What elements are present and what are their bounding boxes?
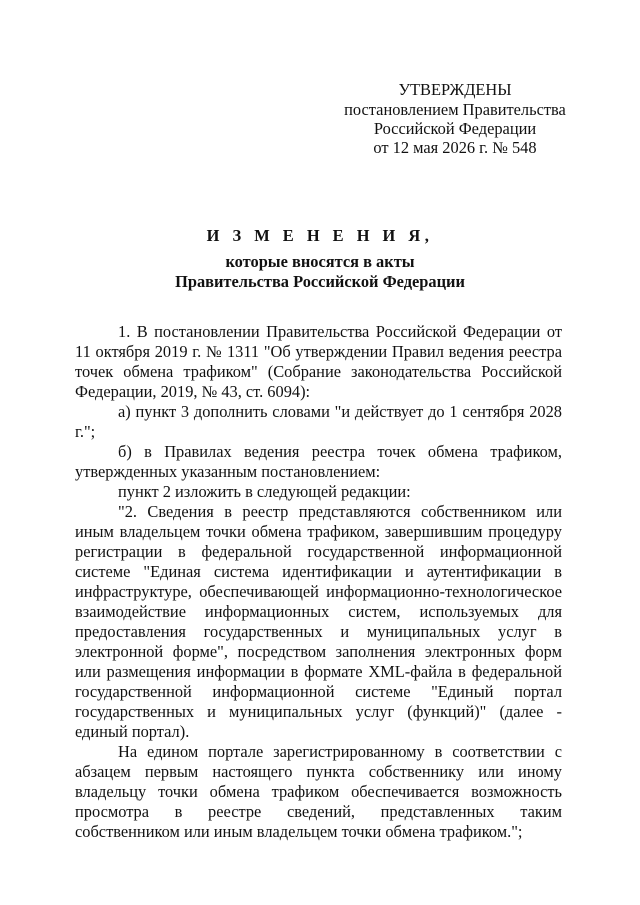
paragraph-1: 1. В постановлении Правительства Российской Федерации от 11 октября 2019 г. № 1311 "Об утверждении Правил ведения реестра точек обмена трафиком" (Собрание законодательства Российской Федерации, 2019, № 43, ст. 6094): xyxy=(75,322,562,401)
paragraph-6: На едином портале зарегистрированному в соответствии с абзацем первым настоящего пункта собственнику или иному владельцу точки обмена трафиком обеспечивается возможность просмотра в реестре сведений, представленных таким собственником или иным владельцем точки обмена трафиком."; xyxy=(75,742,562,841)
document-body xyxy=(75,322,562,842)
approval-line-2: Российской Федерации xyxy=(373,119,537,138)
document-title: И З М Е Н Е Н И Я, xyxy=(206,226,434,245)
document-subtitle-1: которые вносятся в акты xyxy=(225,252,415,271)
approval-block xyxy=(340,80,570,157)
paragraph-4: пункт 2 изложить в следующей редакции: xyxy=(118,482,411,501)
approval-title: УТВЕРЖДЕНЫ xyxy=(398,80,512,99)
approval-line-1: постановлением Правительства xyxy=(344,100,566,119)
paragraph-5: "2. Сведения в реестр представляются собственником или иным владельцем точки обмена трафиком, завершившим процедуру регистрации в федеральной государственной информационной системе "Единая система идентификации и аутентификации в инфраструктуре, обеспечивающей информационно-технологическое взаимодействие информационных систем, используемых для предоставления государственных и муниципальных услуг в электронной форме", посредством заполнения электронных форм или размещения информации в формате XML-файла в федеральной государственной информационной системе "Единый портал государственных и муниципальных услуг (функций)" (далее - единый портал). xyxy=(75,502,562,741)
document-subtitle-2: Правительства Российской Федерации xyxy=(175,272,465,291)
paragraph-2: а) пункт 3 дополнить словами "и действует до 1 сентября 2028 г."; xyxy=(75,402,562,441)
approval-line-3: от 12 мая 2026 г. № 548 xyxy=(373,138,537,157)
document-heading xyxy=(0,226,640,292)
paragraph-3: б) в Правилах ведения реестра точек обмена трафиком, утвержденных указанным постановлением: xyxy=(75,442,562,481)
